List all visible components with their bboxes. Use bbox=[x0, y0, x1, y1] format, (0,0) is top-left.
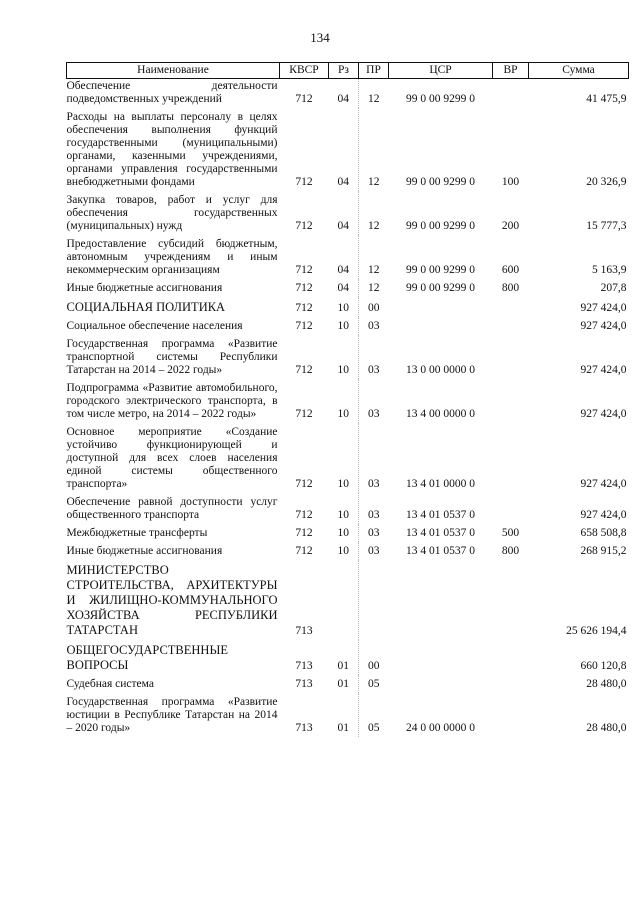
cell-pr: 12 bbox=[359, 79, 389, 109]
table-row bbox=[67, 79, 629, 109]
cell-kvsr: 713 bbox=[295, 722, 313, 734]
table-row bbox=[67, 379, 629, 423]
cell-name: Основное мероприятие «Создание устойчиво функционирующей и доступной для всех слоев населения единой системы общественного транспорта» bbox=[66, 426, 278, 490]
cell-sum: 658 508,8 bbox=[580, 527, 627, 539]
cell-pr: 05 bbox=[359, 675, 389, 693]
cell-name: Государственная программа «Развитие транспортной системы Республики Татарстан на 2014 – 2022 годы» bbox=[66, 338, 278, 376]
cell-kvsr: 712 bbox=[295, 264, 313, 276]
cell-vr bbox=[493, 379, 529, 423]
cell-sum: 927 424,0 bbox=[580, 364, 627, 376]
cell-rz: 10 bbox=[337, 302, 349, 314]
table-row bbox=[67, 542, 629, 560]
cell-csr: 99 0 00 9299 0 bbox=[406, 93, 475, 105]
column-header-kvsr: КВСР bbox=[280, 63, 329, 79]
cell-csr: 99 0 00 9299 0 bbox=[406, 220, 475, 232]
cell-rz: 10 bbox=[337, 364, 349, 376]
column-header-vr: ВР bbox=[493, 63, 529, 79]
cell-vr: 800 bbox=[501, 545, 520, 557]
cell-name: Социальное обеспечение населения bbox=[66, 320, 243, 332]
cell-vr bbox=[493, 693, 529, 737]
cell-pr: 03 bbox=[359, 524, 389, 542]
cell-rz: 01 bbox=[337, 722, 349, 734]
cell-pr bbox=[359, 560, 389, 640]
cell-kvsr: 712 bbox=[295, 478, 313, 490]
cell-kvsr: 712 bbox=[295, 527, 313, 539]
cell-csr: 99 0 00 9299 0 bbox=[406, 176, 475, 188]
cell-name: Судебная система bbox=[66, 678, 154, 690]
table-body bbox=[67, 79, 629, 738]
table-row bbox=[67, 560, 629, 640]
cell-name: СОЦИАЛЬНАЯ ПОЛИТИКА bbox=[66, 300, 226, 314]
cell-pr: 12 bbox=[359, 191, 389, 235]
cell-kvsr: 712 bbox=[295, 545, 313, 557]
cell-csr bbox=[389, 675, 493, 693]
cell-vr: 200 bbox=[501, 220, 520, 232]
cell-csr: 13 4 01 0537 0 bbox=[406, 509, 475, 521]
cell-csr bbox=[389, 317, 493, 335]
cell-kvsr: 712 bbox=[295, 364, 313, 376]
cell-pr: 05 bbox=[359, 693, 389, 737]
cell-rz: 10 bbox=[337, 408, 349, 420]
cell-sum: 927 424,0 bbox=[580, 302, 627, 314]
cell-sum: 927 424,0 bbox=[580, 478, 627, 490]
page-number: 134 bbox=[310, 30, 330, 45]
cell-pr: 00 bbox=[359, 297, 389, 317]
cell-csr: 13 4 01 0537 0 bbox=[406, 545, 475, 557]
cell-kvsr: 713 bbox=[295, 660, 313, 672]
cell-name: Государственная программа «Развитие юстиции в Республике Татарстан на 2014 – 2020 годы» bbox=[66, 696, 278, 734]
cell-rz: 01 bbox=[337, 678, 349, 690]
cell-kvsr: 712 bbox=[295, 282, 313, 294]
cell-vr: 100 bbox=[501, 176, 520, 188]
cell-vr bbox=[493, 317, 529, 335]
cell-pr: 12 bbox=[359, 279, 389, 297]
cell-name: ОБЩЕГОСУДАРСТВЕННЫЕ ВОПРОСЫ bbox=[66, 643, 228, 672]
cell-sum: 5 163,9 bbox=[592, 264, 627, 276]
cell-sum: 28 480,0 bbox=[586, 678, 627, 690]
cell-pr: 03 bbox=[359, 317, 389, 335]
table-row bbox=[67, 235, 629, 279]
table-row bbox=[67, 297, 629, 317]
cell-rz bbox=[329, 560, 359, 640]
cell-pr: 03 bbox=[359, 379, 389, 423]
cell-pr: 12 bbox=[359, 108, 389, 191]
cell-csr bbox=[389, 560, 493, 640]
cell-sum: 20 326,9 bbox=[586, 176, 627, 188]
cell-rz: 10 bbox=[337, 527, 349, 539]
cell-pr: 12 bbox=[359, 235, 389, 279]
cell-vr bbox=[493, 79, 529, 109]
cell-pr: 03 bbox=[359, 423, 389, 493]
table-row bbox=[67, 524, 629, 542]
cell-sum: 15 777,3 bbox=[586, 220, 627, 232]
cell-csr: 13 4 01 0000 0 bbox=[406, 478, 475, 490]
cell-kvsr: 712 bbox=[295, 220, 313, 232]
cell-vr: 600 bbox=[501, 264, 520, 276]
table-header bbox=[67, 63, 629, 79]
column-header-name: Наименование bbox=[67, 63, 280, 79]
cell-name: Иные бюджетные ассигнования bbox=[66, 282, 223, 294]
cell-pr: 03 bbox=[359, 335, 389, 379]
table-row bbox=[67, 423, 629, 493]
cell-csr: 13 0 00 0000 0 bbox=[406, 364, 475, 376]
cell-name: МИНИСТЕРСТВО СТРОИТЕЛЬСТВА, АРХИТЕКТУРЫ И ЖИЛИЩНО-КОММУНАЛЬНОГО ХОЗЯЙСТВА РЕСПУБЛИКИ ТАТАРСТАН bbox=[66, 563, 278, 637]
cell-vr: 800 bbox=[501, 282, 520, 294]
cell-vr bbox=[493, 493, 529, 524]
cell-vr bbox=[493, 297, 529, 317]
cell-csr: 13 4 01 0537 0 bbox=[406, 527, 475, 539]
cell-rz: 04 bbox=[337, 282, 349, 294]
cell-sum: 927 424,0 bbox=[580, 509, 627, 521]
cell-kvsr: 712 bbox=[295, 176, 313, 188]
cell-name: Межбюджетные трансферты bbox=[66, 527, 208, 539]
table-row bbox=[67, 108, 629, 191]
cell-rz: 10 bbox=[337, 509, 349, 521]
table-row bbox=[67, 675, 629, 693]
cell-rz: 01 bbox=[337, 660, 349, 672]
column-header-pr: ПР bbox=[359, 63, 389, 79]
cell-kvsr: 712 bbox=[295, 93, 313, 105]
table-row bbox=[67, 693, 629, 737]
cell-name: Обеспечение деятельности подведомственных учреждений bbox=[66, 80, 278, 105]
cell-sum: 207,8 bbox=[600, 282, 627, 294]
cell-vr bbox=[493, 675, 529, 693]
table-row bbox=[67, 335, 629, 379]
cell-csr: 99 0 00 9299 0 bbox=[406, 282, 475, 294]
cell-vr bbox=[493, 640, 529, 675]
cell-sum: 28 480,0 bbox=[586, 722, 627, 734]
cell-name: Обеспечение равной доступности услуг общественного транспорта bbox=[66, 496, 278, 521]
cell-rz: 04 bbox=[337, 220, 349, 232]
cell-rz: 04 bbox=[337, 264, 349, 276]
cell-rz: 10 bbox=[337, 478, 349, 490]
cell-sum: 927 424,0 bbox=[580, 320, 627, 332]
table-row bbox=[67, 493, 629, 524]
table-row bbox=[67, 640, 629, 675]
cell-name: Предоставление субсидий бюджетным, автономным учреждениям и иным некоммерческим организациям bbox=[66, 238, 278, 276]
column-header-sum: Сумма bbox=[529, 63, 629, 79]
cell-name: Закупка товаров, работ и услуг для обеспечения государственных (муниципальных) нужд bbox=[66, 194, 278, 232]
cell-kvsr: 713 bbox=[295, 625, 313, 637]
cell-kvsr: 712 bbox=[295, 509, 313, 521]
cell-vr bbox=[493, 423, 529, 493]
cell-kvsr: 712 bbox=[295, 302, 313, 314]
budget-table bbox=[66, 62, 629, 737]
table-row bbox=[67, 279, 629, 297]
table-row bbox=[67, 191, 629, 235]
cell-name: Расходы на выплаты персоналу в целях обеспечения выполнения функций государственными (муниципальными) органами, казенными учреждениями, органами управления государственными внебюджетными фондами bbox=[66, 111, 278, 188]
cell-csr bbox=[389, 297, 493, 317]
cell-csr: 13 4 00 0000 0 bbox=[406, 408, 475, 420]
column-header-rz: Рз bbox=[329, 63, 359, 79]
cell-pr: 00 bbox=[359, 640, 389, 675]
cell-pr: 03 bbox=[359, 542, 389, 560]
cell-rz: 04 bbox=[337, 93, 349, 105]
cell-sum: 268 915,2 bbox=[580, 545, 627, 557]
cell-rz: 04 bbox=[337, 176, 349, 188]
column-header-csr: ЦСР bbox=[389, 63, 493, 79]
cell-sum: 660 120,8 bbox=[580, 660, 627, 672]
cell-vr: 500 bbox=[501, 527, 520, 539]
table-row bbox=[67, 317, 629, 335]
cell-kvsr: 712 bbox=[295, 320, 313, 332]
cell-csr bbox=[389, 640, 493, 675]
cell-vr bbox=[493, 560, 529, 640]
cell-name: Подпрограмма «Развитие автомобильного, городского электрического транспорта, в том числе метро, на 2014 – 2022 годы» bbox=[66, 382, 278, 420]
cell-sum: 25 626 194,4 bbox=[566, 625, 627, 637]
cell-sum: 927 424,0 bbox=[580, 408, 627, 420]
cell-pr: 03 bbox=[359, 493, 389, 524]
cell-sum: 41 475,9 bbox=[586, 93, 627, 105]
cell-csr: 99 0 00 9299 0 bbox=[406, 264, 475, 276]
cell-name: Иные бюджетные ассигнования bbox=[66, 545, 223, 557]
cell-kvsr: 712 bbox=[295, 408, 313, 420]
cell-kvsr: 713 bbox=[295, 678, 313, 690]
cell-rz: 10 bbox=[337, 545, 349, 557]
cell-vr bbox=[493, 335, 529, 379]
cell-csr: 24 0 00 0000 0 bbox=[406, 722, 475, 734]
cell-rz: 10 bbox=[337, 320, 349, 332]
